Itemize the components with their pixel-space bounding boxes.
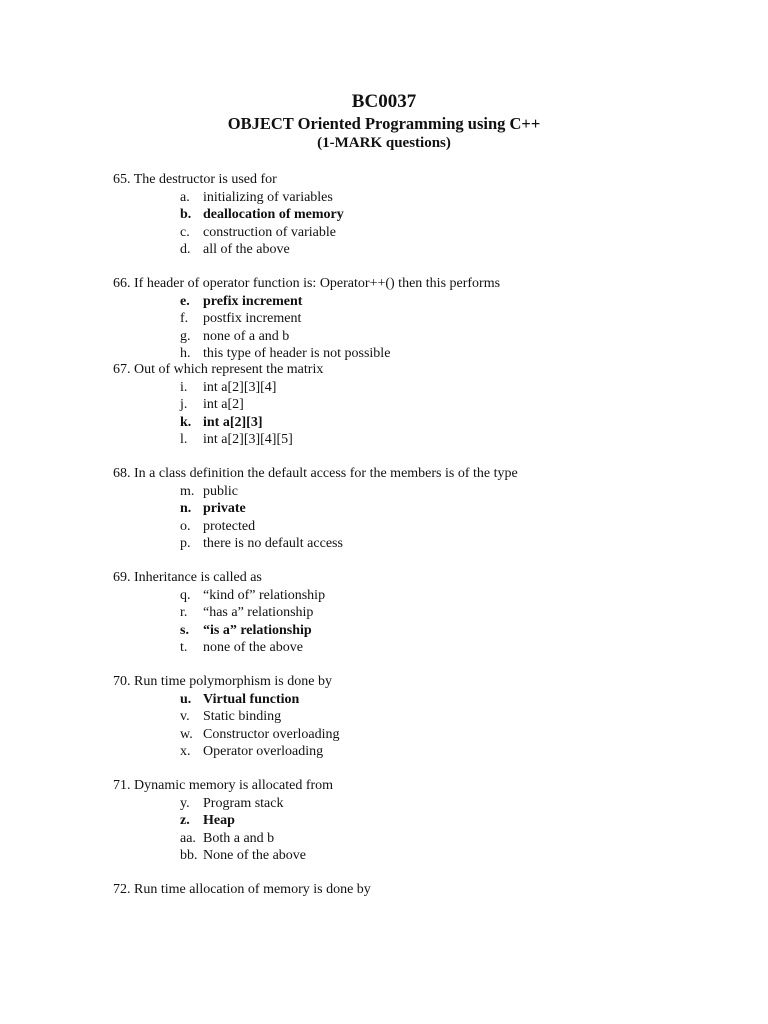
- answer-option-correct: [180, 293, 302, 310]
- answer-option: [180, 224, 336, 241]
- option-label: g.: [180, 328, 191, 344]
- answer-option: [180, 604, 313, 621]
- answer-option: [180, 241, 290, 258]
- answer-option: [180, 830, 274, 847]
- course-code: BC0037: [351, 91, 417, 112]
- question-text: 70. Run time polymorphism is done by: [113, 674, 332, 689]
- option-label: f.: [180, 311, 189, 327]
- option-text: there is no default access: [203, 535, 343, 551]
- course-title: OBJECT Oriented Programming using C++: [227, 114, 541, 133]
- question-text: 69. Inheritance is called as: [113, 570, 262, 585]
- question-text: 67. Out of which represent the matrix: [113, 362, 324, 377]
- option-label: j.: [180, 397, 188, 413]
- option-label: z.: [180, 813, 190, 829]
- option-text: int a[2][3][4][5]: [203, 431, 293, 447]
- question-text: 65. The destructor is used for: [113, 172, 277, 187]
- option-text: Heap: [203, 813, 235, 829]
- option-label: t.: [180, 639, 188, 655]
- answer-option: [180, 189, 333, 206]
- answer-option-correct: [180, 812, 235, 829]
- answer-option-correct: [180, 622, 312, 639]
- option-text: postfix increment: [203, 311, 302, 327]
- answer-option: [180, 795, 283, 812]
- option-label: y.: [180, 796, 190, 811]
- option-text: Operator overloading: [203, 743, 324, 759]
- option-text: “is a” relationship: [203, 622, 312, 638]
- option-text: private: [203, 501, 246, 517]
- option-label: o.: [180, 518, 191, 534]
- answer-option: [180, 379, 276, 396]
- option-label: w.: [180, 726, 193, 742]
- option-label: aa.: [180, 830, 196, 846]
- answer-option: [180, 518, 255, 535]
- option-text: int a[2][3]: [203, 414, 263, 430]
- option-text: deallocation of memory: [203, 207, 344, 223]
- question-text: 72. Run time allocation of memory is done by: [113, 882, 371, 897]
- answer-option: [180, 431, 293, 448]
- option-text: None of the above: [203, 847, 307, 863]
- option-label: s.: [180, 622, 189, 638]
- option-text: Both a and b: [203, 830, 275, 846]
- option-label: h.: [180, 345, 191, 361]
- question-text: 71. Dynamic memory is allocated from: [113, 778, 334, 793]
- option-label: u.: [180, 692, 192, 707]
- answer-option-correct: [180, 206, 344, 223]
- option-text: this type of header is not possible: [203, 345, 391, 361]
- option-text: Constructor overloading: [203, 726, 340, 742]
- option-label: n.: [180, 501, 192, 517]
- option-text: none of the above: [203, 639, 303, 655]
- option-text: prefix increment: [203, 294, 303, 309]
- answer-option-correct: [180, 691, 299, 708]
- option-text: public: [203, 484, 238, 499]
- answer-option: [180, 310, 301, 327]
- option-label: a.: [180, 190, 190, 205]
- answer-option-correct: [180, 500, 246, 517]
- option-text: Static binding: [203, 709, 282, 725]
- option-label: c.: [180, 224, 190, 240]
- answer-option: [180, 726, 339, 743]
- answer-option: [180, 328, 289, 345]
- answer-option: [180, 396, 244, 413]
- answer-option: [180, 483, 238, 500]
- answer-option: [180, 345, 390, 362]
- option-text: none of a and b: [203, 328, 290, 344]
- option-label: v.: [180, 709, 190, 725]
- option-label: p.: [180, 535, 191, 551]
- answer-option-correct: [180, 414, 263, 431]
- option-label: x.: [180, 743, 191, 759]
- option-label: k.: [180, 414, 192, 430]
- option-label: i.: [180, 380, 188, 395]
- option-text: int a[2][3][4]: [203, 380, 277, 395]
- option-label: b.: [180, 207, 192, 223]
- option-text: Virtual function: [203, 692, 300, 707]
- answer-option: [180, 743, 323, 760]
- option-label: r.: [180, 605, 188, 621]
- answer-option: [180, 847, 306, 864]
- question-text: 68. In a class definition the default access for the members is of the type: [113, 466, 518, 481]
- option-label: m.: [180, 484, 195, 499]
- answer-option: [180, 708, 281, 725]
- answer-option: [180, 587, 325, 604]
- option-label: d.: [180, 241, 191, 257]
- option-label: bb.: [180, 847, 198, 863]
- answer-option: [180, 535, 343, 552]
- option-text: int a[2]: [203, 397, 244, 413]
- option-text: all of the above: [203, 241, 290, 257]
- answer-option: [180, 639, 303, 656]
- option-text: Program stack: [203, 796, 284, 811]
- option-label: q.: [180, 588, 191, 603]
- option-text: “has a” relationship: [203, 605, 314, 621]
- option-text: protected: [203, 518, 256, 534]
- option-label: l.: [180, 431, 188, 447]
- option-text: “kind of” relationship: [203, 588, 326, 603]
- option-text: initializing of variables: [203, 190, 333, 205]
- question-text: 66. If header of operator function is: Operator++() then this performs: [113, 276, 501, 291]
- option-label: e.: [180, 294, 190, 309]
- option-text: construction of variable: [203, 224, 336, 240]
- section-subtitle: (1-MARK questions): [317, 135, 451, 151]
